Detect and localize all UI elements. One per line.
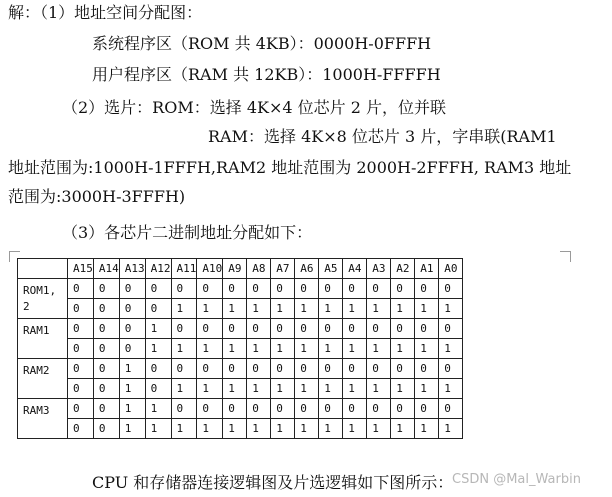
bit-cell: 1 (439, 379, 463, 399)
bit-cell: 0 (171, 279, 197, 299)
column-header-a15: A15 (68, 259, 94, 279)
table-corner-cell (18, 259, 68, 279)
column-header-a7: A7 (271, 259, 295, 279)
bit-cell: 1 (367, 299, 391, 319)
bit-cell: 0 (68, 319, 94, 339)
bit-cell: 1 (247, 379, 271, 399)
bit-cell: 0 (171, 399, 197, 419)
bit-cell: 0 (391, 399, 415, 419)
bit-cell: 1 (415, 339, 439, 359)
bit-cell: 0 (197, 399, 223, 419)
bit-cell: 0 (367, 279, 391, 299)
bit-cell: 0 (68, 299, 94, 319)
bit-cell: 1 (247, 419, 271, 439)
bit-cell: 1 (271, 379, 295, 399)
table-row (18, 299, 463, 319)
bit-cell: 1 (119, 359, 145, 379)
chip-selection-rom-line: （2）选片：ROM：选择 4K×4 位芯片 2 片，位并联 (62, 98, 446, 117)
bit-cell: 1 (391, 339, 415, 359)
bit-cell: 1 (319, 379, 343, 399)
bit-cell: 0 (93, 339, 119, 359)
bit-cell: 0 (119, 279, 145, 299)
bit-cell: 0 (68, 419, 94, 439)
column-header-a9: A9 (223, 259, 247, 279)
column-header-a4: A4 (343, 259, 367, 279)
bit-cell: 0 (439, 359, 463, 379)
bit-cell: 1 (171, 379, 197, 399)
bit-cell: 1 (439, 419, 463, 439)
bit-cell: 0 (343, 399, 367, 419)
frame-corner-top-right (560, 251, 571, 262)
bit-cell: 0 (223, 359, 247, 379)
bit-cell: 1 (223, 419, 247, 439)
bit-cell: 0 (439, 319, 463, 339)
bit-cell: 1 (247, 299, 271, 319)
bit-cell: 0 (367, 319, 391, 339)
bit-cell: 0 (119, 299, 145, 319)
chip-label: ROM1, 2 (18, 279, 68, 319)
table-row (18, 319, 463, 339)
bit-cell: 1 (119, 399, 145, 419)
bit-cell: 0 (68, 399, 94, 419)
bit-cell: 1 (439, 339, 463, 359)
bit-cell: 1 (391, 419, 415, 439)
bit-cell: 0 (343, 319, 367, 339)
bit-cell: 0 (319, 319, 343, 339)
column-header-a5: A5 (319, 259, 343, 279)
answer-heading-line: 解：（1）地址空间分配图： (8, 3, 203, 22)
bit-cell: 0 (247, 279, 271, 299)
bit-cell: 0 (68, 359, 94, 379)
bit-cell: 0 (343, 359, 367, 379)
bit-cell: 0 (68, 339, 94, 359)
user-program-area-line: 用户程序区（RAM 共 12KB）：1000H-FFFFH (92, 65, 441, 84)
bit-cell: 1 (415, 379, 439, 399)
bit-cell: 1 (343, 419, 367, 439)
ram-address-range-line: 地址范围为:1000H-1FFFH,RAM2 地址范围为 2000H-2FFFH, RAM3 地址 (8, 158, 572, 177)
bit-cell: 0 (271, 399, 295, 419)
bit-cell: 0 (93, 399, 119, 419)
bit-cell: 1 (295, 419, 319, 439)
table-row (18, 339, 463, 359)
bit-cell: 0 (391, 319, 415, 339)
bit-cell: 1 (247, 339, 271, 359)
column-header-a11: A11 (171, 259, 197, 279)
bit-cell: 0 (68, 379, 94, 399)
bit-cell: 1 (271, 339, 295, 359)
table-row (18, 379, 463, 399)
bit-cell: 1 (145, 399, 171, 419)
bit-cell: 0 (415, 399, 439, 419)
column-header-a13: A13 (119, 259, 145, 279)
bit-cell: 0 (93, 299, 119, 319)
bit-cell: 1 (319, 339, 343, 359)
bit-cell: 1 (343, 299, 367, 319)
bit-cell: 1 (119, 379, 145, 399)
bit-cell: 0 (93, 279, 119, 299)
table-row (18, 279, 463, 299)
bit-cell: 1 (367, 419, 391, 439)
bit-cell: 1 (343, 379, 367, 399)
bit-cell: 0 (93, 359, 119, 379)
bit-cell: 1 (415, 299, 439, 319)
bit-cell: 1 (197, 299, 223, 319)
bit-cell: 0 (439, 279, 463, 299)
bit-cell: 0 (145, 299, 171, 319)
bit-cell: 0 (247, 399, 271, 419)
bit-cell: 0 (367, 399, 391, 419)
bit-cell: 0 (68, 279, 94, 299)
bit-cell: 0 (145, 279, 171, 299)
connection-diagram-caption: CPU 和存储器连接逻辑图及片选逻辑如下图所示： (92, 473, 454, 492)
bit-cell: 0 (247, 319, 271, 339)
column-header-a12: A12 (145, 259, 171, 279)
bit-cell: 1 (171, 339, 197, 359)
bit-cell: 1 (415, 419, 439, 439)
bit-cell: 1 (343, 339, 367, 359)
bit-cell: 1 (295, 339, 319, 359)
bit-cell: 1 (319, 299, 343, 319)
bit-cell: 1 (145, 319, 171, 339)
bit-cell: 1 (271, 299, 295, 319)
bit-cell: 0 (367, 359, 391, 379)
column-header-a8: A8 (247, 259, 271, 279)
bit-cell: 0 (295, 279, 319, 299)
column-header-a2: A2 (391, 259, 415, 279)
bit-cell: 0 (391, 279, 415, 299)
chip-label: RAM2 (18, 359, 68, 399)
bit-cell: 1 (391, 299, 415, 319)
bit-cell: 1 (223, 299, 247, 319)
bit-cell: 0 (415, 279, 439, 299)
bit-cell: 1 (119, 419, 145, 439)
table-row (18, 399, 463, 419)
bit-cell: 0 (319, 399, 343, 419)
bit-cell: 0 (343, 279, 367, 299)
bit-cell: 1 (197, 379, 223, 399)
bit-cell: 1 (439, 299, 463, 319)
bit-cell: 0 (93, 319, 119, 339)
bit-cell: 1 (295, 379, 319, 399)
bit-cell: 0 (415, 319, 439, 339)
bit-cell: 1 (271, 419, 295, 439)
table-row (18, 359, 463, 379)
address-allocation-table (17, 258, 463, 439)
bit-cell: 0 (271, 319, 295, 339)
bit-cell: 0 (319, 359, 343, 379)
bit-cell: 0 (197, 359, 223, 379)
table-row (18, 419, 463, 439)
column-header-a14: A14 (93, 259, 119, 279)
bit-cell: 1 (367, 339, 391, 359)
bit-cell: 1 (391, 379, 415, 399)
bit-cell: 1 (319, 419, 343, 439)
csdn-watermark: CSDN @Mal_Warbin (452, 472, 581, 487)
bit-cell: 0 (145, 359, 171, 379)
bit-cell: 0 (93, 419, 119, 439)
bit-cell: 0 (223, 399, 247, 419)
bit-cell: 0 (197, 319, 223, 339)
bit-cell: 0 (171, 319, 197, 339)
bit-cell: 0 (93, 379, 119, 399)
bit-cell: 1 (223, 339, 247, 359)
column-header-a6: A6 (295, 259, 319, 279)
chip-selection-ram-line: RAM：选择 4K×8 位芯片 3 片，字串联(RAM1 (208, 127, 557, 146)
bit-cell: 0 (415, 359, 439, 379)
chip-label: RAM1 (18, 319, 68, 359)
table-header-row (18, 259, 463, 279)
bit-cell: 0 (271, 279, 295, 299)
bit-cell: 1 (171, 299, 197, 319)
bit-cell: 0 (119, 339, 145, 359)
bit-cell: 1 (145, 419, 171, 439)
column-header-a0: A0 (439, 259, 463, 279)
column-header-a3: A3 (367, 259, 391, 279)
bit-cell: 0 (247, 359, 271, 379)
bit-cell: 0 (319, 279, 343, 299)
bit-cell: 1 (223, 379, 247, 399)
bit-cell: 0 (295, 399, 319, 419)
bit-cell: 0 (223, 279, 247, 299)
bit-cell: 1 (367, 379, 391, 399)
bit-cell: 1 (295, 299, 319, 319)
bit-cell: 0 (271, 359, 295, 379)
bit-cell: 1 (197, 419, 223, 439)
column-header-a1: A1 (415, 259, 439, 279)
bit-cell: 0 (391, 359, 415, 379)
bit-cell: 0 (223, 319, 247, 339)
binary-address-heading: （3）各芯片二进制地址分配如下： (62, 223, 313, 242)
system-program-area-line: 系统程序区（ROM 共 4KB）：0000H-0FFFH (92, 34, 432, 53)
bit-cell: 0 (145, 379, 171, 399)
bit-cell: 1 (145, 339, 171, 359)
bit-cell: 0 (439, 399, 463, 419)
chip-label: RAM3 (18, 399, 68, 439)
bit-cell: 0 (295, 319, 319, 339)
bit-cell: 0 (197, 279, 223, 299)
ram-address-range-line-end: 范围为:3000H-3FFFH) (8, 187, 186, 206)
bit-cell: 0 (295, 359, 319, 379)
column-header-a10: A10 (197, 259, 223, 279)
bit-cell: 0 (171, 359, 197, 379)
bit-cell: 1 (197, 339, 223, 359)
bit-cell: 1 (171, 419, 197, 439)
bit-cell: 0 (119, 319, 145, 339)
